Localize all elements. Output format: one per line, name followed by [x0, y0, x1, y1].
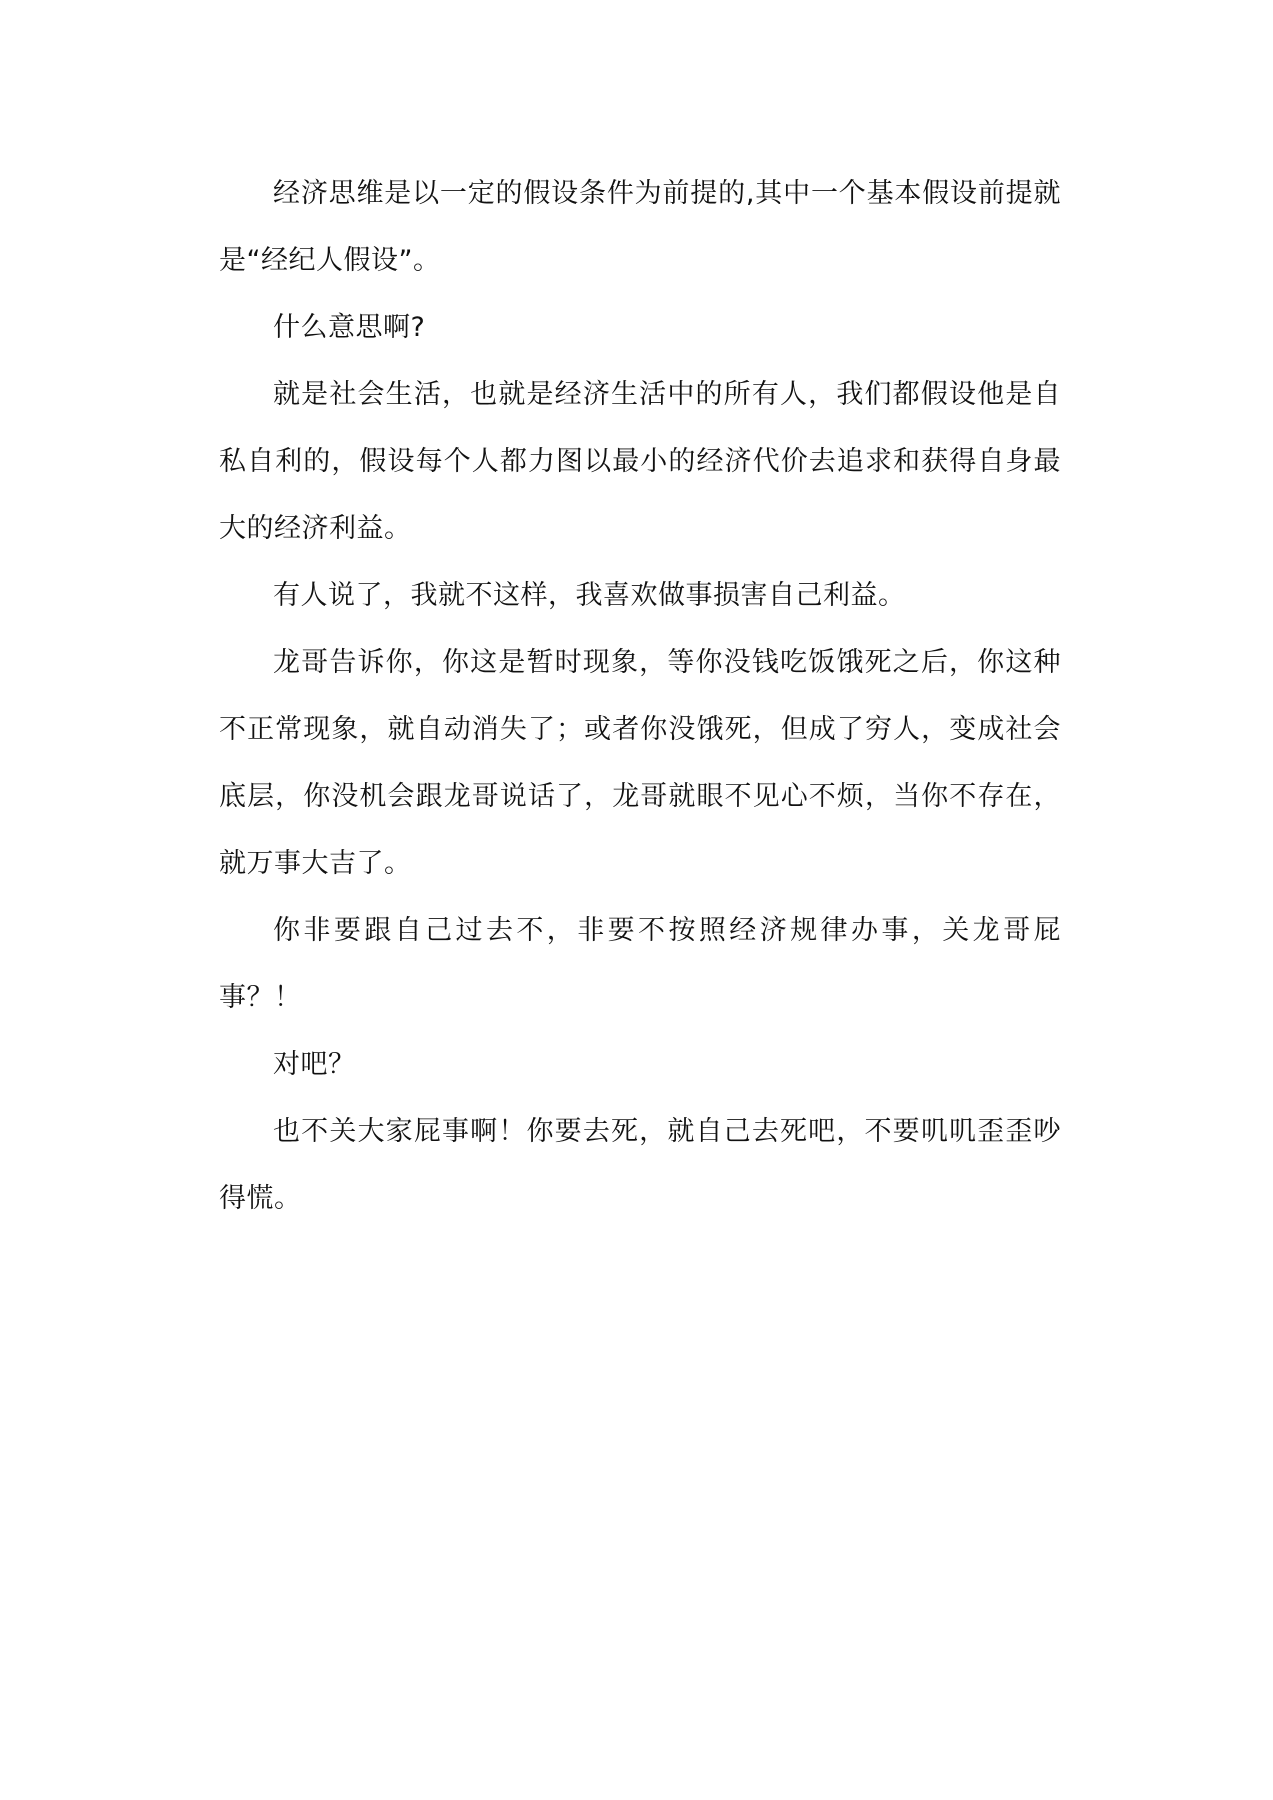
- paragraph: 什么意思啊?: [273, 312, 426, 343]
- paragraph: 也不关大家屁事啊！你要去死，就自己去死吧，不要叽叽歪歪吵得慌。: [219, 1116, 1061, 1214]
- paragraph: 龙哥告诉你，你这是暂时现象，等你没钱吃饭饿死之后，你这种不正常现象，就自动消失了；或者你没饿死，但成了穷人，变成社会底层，你没机会跟龙哥说话了，龙哥就眼不见心不烦，当你不存在，就万事大吉了。: [219, 647, 1061, 879]
- paragraph: 你非要跟自己过去不，非要不按照经济规律办事，关龙哥屁事？！: [219, 915, 1061, 1013]
- paragraph: 对吧？: [273, 1049, 356, 1080]
- document-body: [219, 160, 1061, 1232]
- paragraph: 有人说了，我就不这样，我喜欢做事损害自己利益。: [273, 580, 906, 611]
- paragraph: 经济思维是以一定的假设条件为前提的,其中一个基本假设前提就是“经纪人假设”。: [219, 178, 1061, 276]
- paragraph: 就是社会生活，也就是经济生活中的所有人，我们都假设他是自私自利的，假设每个人都力图以最小的经济代价去追求和获得自身最大的经济利益。: [219, 379, 1061, 544]
